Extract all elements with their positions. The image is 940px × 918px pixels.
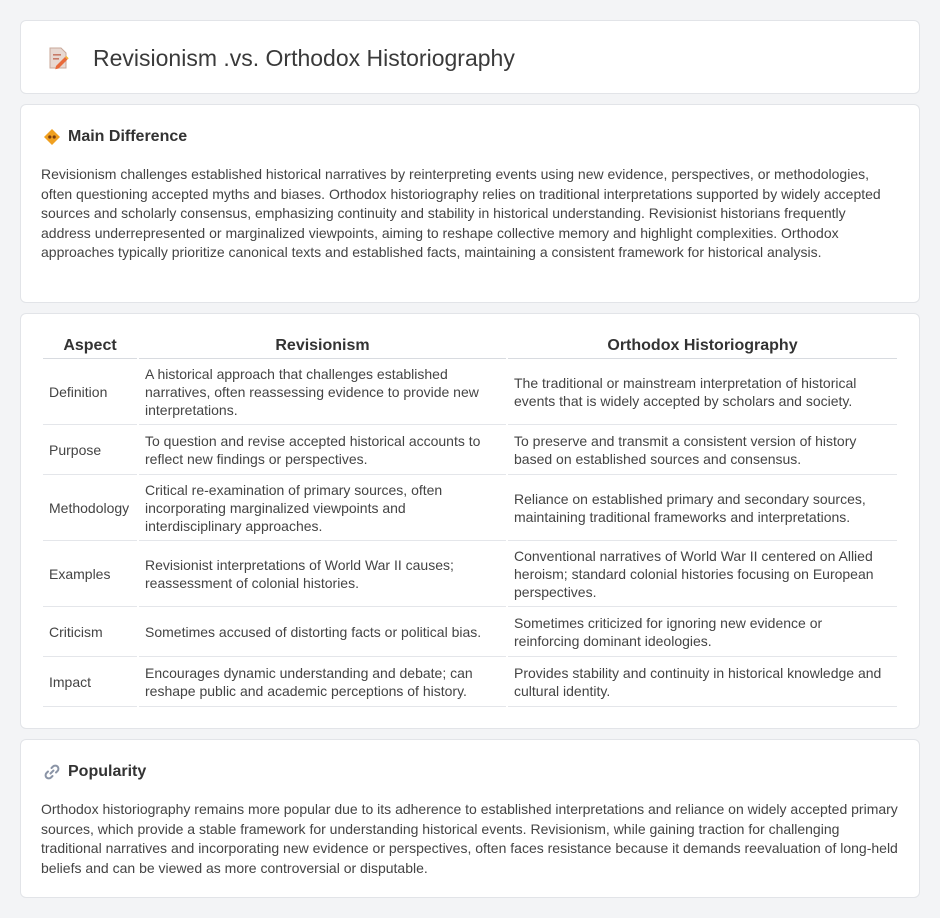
revisionism-cell: Encourages dynamic understanding and debate; can reshape public and academic perceptions of history. [139,657,506,707]
main-difference-heading: Main Difference [68,128,188,145]
header-aspect: Aspect [43,336,137,359]
orthodox-cell: Sometimes criticized for ignoring new evidence or reinforcing dominant ideologies. [508,607,897,657]
table-row [43,541,897,607]
table-header-row [43,336,897,359]
aspect-cell: Purpose [43,425,137,475]
title-card [20,20,920,94]
table-row [43,359,897,425]
orthodox-cell: To preserve and transmit a consistent version of history based on established sources and consensus. [508,425,897,475]
link-icon [43,763,61,781]
table-row [43,607,897,657]
aspect-cell: Definition [43,359,137,425]
revisionism-cell: To question and revise accepted historical accounts to reflect new findings or perspectives. [139,425,506,475]
popularity-header [43,762,146,782]
table-row [43,425,897,475]
page-title: Revisionism .vs. Orthodox Historiography [93,45,515,71]
document-pen-icon [47,46,69,70]
diamond-badge-icon [43,128,61,146]
aspect-cell: Methodology [43,475,137,541]
revisionism-cell: Revisionist interpretations of World War II causes; reassessment of colonial histories. [139,541,506,607]
orthodox-cell: Provides stability and continuity in historical knowledge and cultural identity. [508,657,897,707]
orthodox-cell: Reliance on established primary and secondary sources, maintaining traditional frameworks and interpretations. [508,475,897,541]
main-difference-text: Revisionism challenges established historical narratives by reinterpreting events using new evidence, perspectives, or methodologies, often questioning accepted myths and biases. Orthodox historiography relies on traditional interpretations supported by widely accepted sources and scholarly consensus, emphasizing continuity and stability in historical understanding. Revisionist historians frequently address underrepresented or marginalized viewpoints, aiming to reshape collective memory and highlight complexities. Orthodox approaches typically prioritize canonical texts and established facts, maintaining a consistent framework for historical analysis. [41,166,881,260]
aspect-cell: Criticism [43,607,137,657]
revisionism-cell: Critical re-examination of primary sources, often incorporating marginalized viewpoints and interdisciplinary approaches. [139,475,506,541]
orthodox-cell: The traditional or mainstream interpretation of historical events that is widely accepted by scholars and society. [508,359,897,425]
main-difference-header [43,127,187,147]
header-revisionism: Revisionism [139,336,506,359]
popularity-heading: Popularity [68,763,147,780]
aspect-cell: Examples [43,541,137,607]
comparison-table [41,336,899,707]
revisionism-cell: Sometimes accused of distorting facts or political bias. [139,607,506,657]
main-difference-section [20,104,920,303]
orthodox-cell: Conventional narratives of World War II centered on Allied heroism; standard colonial histories focusing on European perspectives. [508,541,897,607]
revisionism-cell: A historical approach that challenges established narratives, often reassessing evidence to provide new interpretations. [139,359,506,425]
popularity-text: Orthodox historiography remains more popular due to its adherence to established interpretations and reliance on widely accepted primary sources, which provide a stable framework for understanding historical events. Revisionism, while gaining traction for challenging traditional narratives and incorporating new evidence or perspectives, often faces resistance because it demands reevaluation of long-held beliefs and can be viewed as more controversial or disputable. [41,801,898,876]
aspect-cell: Impact [43,657,137,707]
popularity-section [20,739,920,898]
table-row [43,475,897,541]
header-orthodox: Orthodox Historiography [508,336,897,359]
table-row [43,657,897,707]
comparison-section [20,313,920,729]
